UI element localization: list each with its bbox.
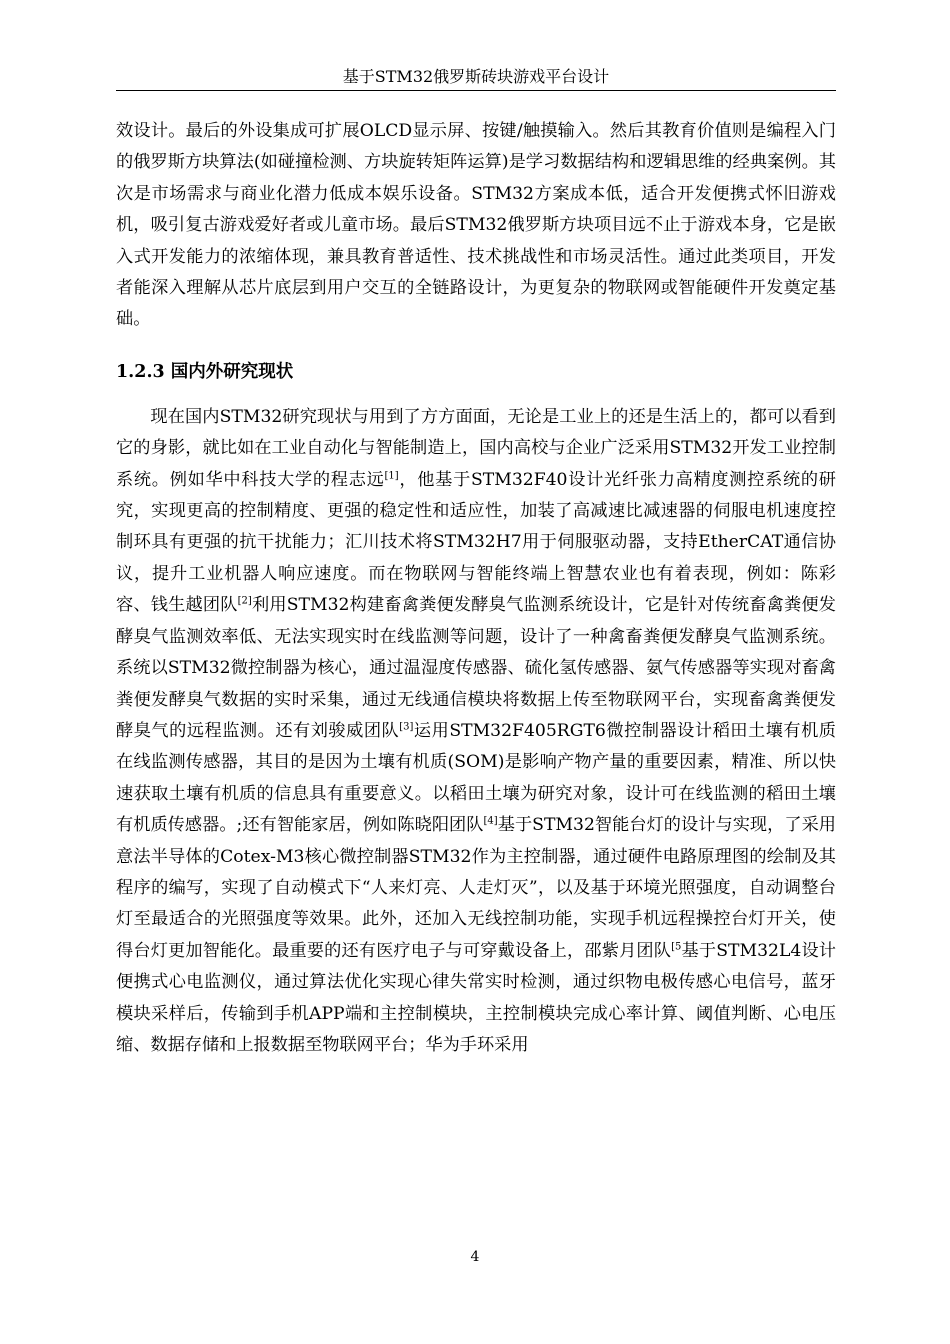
citation-1[interactable]: [1] xyxy=(384,469,399,481)
citation-3[interactable]: [3] xyxy=(399,721,414,733)
research-text-1: 现在国内STM32研究现状与用到了方方面面，无论是工业上的还是生活上的，都可以看到它的身影，就比如在工业自动化与智能制造上，国内高校与企业广泛采用STM32开发工业控制系统。例如华中科技大学的程志远 xyxy=(116,406,836,490)
research-text-2: ，他基于STM32F40设计光纤张力高精度测控系统的研究，实现更高的控制精度、更强的稳定性和适应性，加装了高减速比减速器的伺服电机速度控制环具有更强的抗干扰能力；汇川技术将STM32H7用于伺服驱动器，支持EtherCAT通信协议，提升工业机器人响应速度。而在物联网与智能终端上智慧农业也有着表现，例如：陈彩容、钱生越团队 xyxy=(116,469,836,616)
research-text-5: 基于STM32智能台灯的设计与实现，了采用意法半导体的Cotex-M3核心微控制器STM32作为主控制器，通过硬件电路原理图的绘制及其程序的编写，实现了自动模式下“人来灯亮、人走灯灭”，以及基于环境光照强度，自动调整台灯至最适合的光照强度等效果。此外，还加入无线控制功能，实现手机远程操控台灯开关，使得台灯更加智能化。最重要的还有医疗电子与可穿戴设备上，邵紫月团队 xyxy=(116,815,836,961)
running-header: 基于STM32俄罗斯砖块游戏平台设计 xyxy=(342,67,610,86)
research-text-6: 基于STM32L4设计便携式心电监测仪，通过算法优化实现心律失常实时检测，通过织物电极传感心电信号，蓝牙模块采样后，传输到手机APP端和主控制模块，主控制模块完成心率计算、阈值判断、心电压缩、数据存储和上报数据至物联网平台；华为手环采用 xyxy=(116,940,836,1055)
header-divider xyxy=(116,90,836,91)
research-text-4: 运用STM32F405RGT6微控制器设计稻田土壤有机质在线监测传感器，其目的是因为土壤有机质(SOM)是影响产物产量的重要因素，精准、所以快速获取土壤有机质的信息具有重要意义。以稻田土壤为研究对象，设计可在线监测的稻田土壤有机质传感器。;还有智能家居，例如陈晓阳团队 xyxy=(116,720,836,836)
body-paragraph: 效设计。最后的外设集成可扩展OLCD显示屏、按键/触摸输入。然后其教育价值则是编程入门的俄罗斯方块算法(如碰撞检测、方块旋转矩阵运算)是学习数据结构和逻辑思维的经典案例。其次是市场需求与商业化潜力低成本娱乐设备。STM32方案成本低，适合开发便携式怀旧游戏机，吸引复古游戏爱好者或儿童市场。最后STM32俄罗斯方块项目远不止于游戏本身，它是嵌入式开发能力的浓缩体现，兼具教育普适性、技术挑战性和市场灵活性。通过此类项目，开发者能深入理解从芯片底层到用户交互的全链路设计，为更复杂的物联网或智能硬件开发奠定基础。 xyxy=(116,121,836,330)
citation-2[interactable]: [2] xyxy=(237,595,252,607)
research-text-3: 利用STM32构建畜禽粪便发酵臭气监测系统设计，它是针对传统畜禽粪便发酵臭气监测效率低、无法实现实时在线监测等问题，设计了一种禽畜粪便发酵臭气监测系统。系统以STM32微控制器为核心，通过温湿度传感器、硫化氢传感器、氨气传感器等实现对畜禽粪便发酵臭气数据的实时采集，通过无线通信模块将数据上传至物联网平台，实现畜禽粪便发酵臭气的远程监测。还有刘骏威团队 xyxy=(116,595,836,741)
research-paragraph xyxy=(116,402,836,1062)
page-number: 4 xyxy=(470,1249,480,1265)
citation-5[interactable]: [5 xyxy=(671,941,682,953)
section-heading: 1.2.3 国内外研究现状 xyxy=(116,361,294,382)
page-body xyxy=(116,116,836,1061)
citation-4[interactable]: [4] xyxy=(483,815,498,827)
